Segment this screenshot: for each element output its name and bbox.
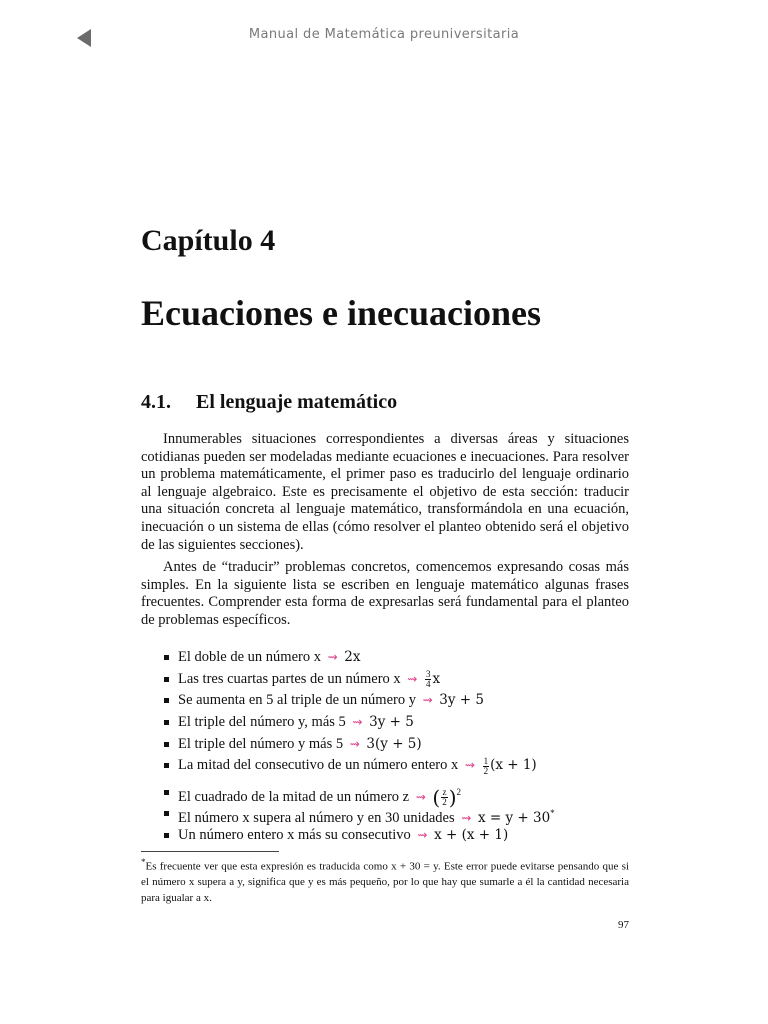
document-title: Manual de Matemática preuniversitaria: [248, 27, 520, 42]
math-expression: x = y + 30: [477, 809, 551, 826]
fraction-numerator: z: [442, 787, 447, 798]
list-item: [163, 755, 629, 777]
squiggle-arrow-icon: ⇝: [464, 758, 475, 773]
phrase-text: Se aumenta en 5 al triple de un número y: [178, 692, 416, 709]
math-expression: x: [432, 670, 441, 687]
exponent: 2: [456, 787, 462, 798]
paren-close: ): [448, 785, 457, 810]
section-number: 4.1.: [141, 391, 171, 413]
footnote-mark[interactable]: *: [550, 808, 555, 819]
paragraph: Antes de “traducir” problemas concretos, comencemos expresando cosas más simples. En la siguiente lista se escriben en lenguaje matemático algunas frases frecuentes. Comprender esta forma de expresarlas será fundamental para el planteo de problemas específicos.: [141, 559, 629, 628]
paren-open: (: [432, 785, 441, 810]
chapter-label: Capítulo 4: [141, 224, 276, 257]
squiggle-arrow-icon: ⇝: [349, 736, 360, 751]
translation-list: [163, 647, 629, 847]
phrase-text: Las tres cuartas partes de un número x: [178, 670, 401, 687]
squiggle-arrow-icon: ⇝: [407, 671, 418, 686]
fraction-numerator: 1: [483, 755, 489, 766]
footnote: [141, 855, 629, 906]
phrase-text: El número x supera al número y en 30 unidades: [178, 809, 455, 826]
math-expression: 3y + 5: [369, 714, 414, 731]
list-item: [163, 690, 629, 712]
footnote-mark: *: [141, 857, 146, 867]
fraction-numerator: 3: [425, 668, 431, 679]
list-item: [163, 777, 629, 810]
phrase-text: La mitad del consecutivo de un número entero x: [178, 757, 459, 774]
math-expression: x + (x + 1): [434, 826, 509, 843]
fraction: [483, 757, 490, 776]
section-title: El lenguaje matemático: [196, 391, 398, 413]
page-number: 97: [618, 919, 629, 931]
list-item: [163, 734, 629, 756]
list-item: [163, 669, 629, 691]
squiggle-arrow-icon: ⇝: [415, 789, 426, 804]
list-item: [163, 803, 629, 825]
squiggle-arrow-icon: ⇝: [352, 715, 363, 730]
phrase-text: El triple del número y, más 5: [178, 714, 346, 731]
viewer-toolbar: [0, 0, 768, 60]
section-heading: [141, 391, 397, 414]
footnote-divider: [141, 851, 279, 852]
list-item: [163, 647, 629, 669]
phrase-text: El triple del número y más 5: [178, 735, 344, 752]
footnote-text: Es frecuente ver que esta expresión es traducida como x + 30 = y. Este error puede evitarse pensando que si el número x supera a y, significa que y es más pequeño, por lo que hay que sumarle a él la cantidad necesaria para igualar a x.: [141, 860, 629, 904]
fraction: [425, 670, 432, 689]
squiggle-arrow-icon: ⇝: [327, 650, 338, 664]
squiggle-arrow-icon: ⇝: [461, 810, 472, 825]
phrase-text: El cuadrado de la mitad de un número z: [178, 788, 410, 805]
paragraph: Innumerables situaciones correspondientes a diversas áreas y situaciones cotidianas pueden ser modeladas mediante ecuaciones e inecuaciones. Para resolver un problema matemáticamente, el primer paso es traducirlo del lenguaje ordinario al lenguaje algebraico. Este es precisamente el objetivo de esta sección: traducir una situación concreta al lenguaje matemático, transformándola en una ecuación, inecuación o un sistema de ellas (cómo resolver el planteo obtenido será el objetivo de las siguientes secciones).: [141, 431, 629, 553]
math-expression: 3(y + 5): [366, 735, 422, 752]
list-item: [163, 712, 629, 734]
squiggle-arrow-icon: ⇝: [422, 693, 433, 708]
fraction-denominator: 4: [425, 678, 431, 689]
math-expression: (x + 1): [490, 757, 537, 774]
phrase-text: El doble de un número x: [178, 649, 321, 665]
chapter-title: Ecuaciones e inecuaciones: [141, 293, 541, 333]
phrase-text: Un número entero x más su consecutivo: [178, 826, 411, 843]
fraction-denominator: 2: [483, 765, 489, 776]
math-expression: 3y + 5: [439, 692, 484, 709]
math-expression: 2x: [344, 649, 361, 665]
squiggle-arrow-icon: ⇝: [417, 827, 428, 842]
list-item: [163, 825, 629, 847]
fraction-denominator: 2: [442, 797, 447, 808]
